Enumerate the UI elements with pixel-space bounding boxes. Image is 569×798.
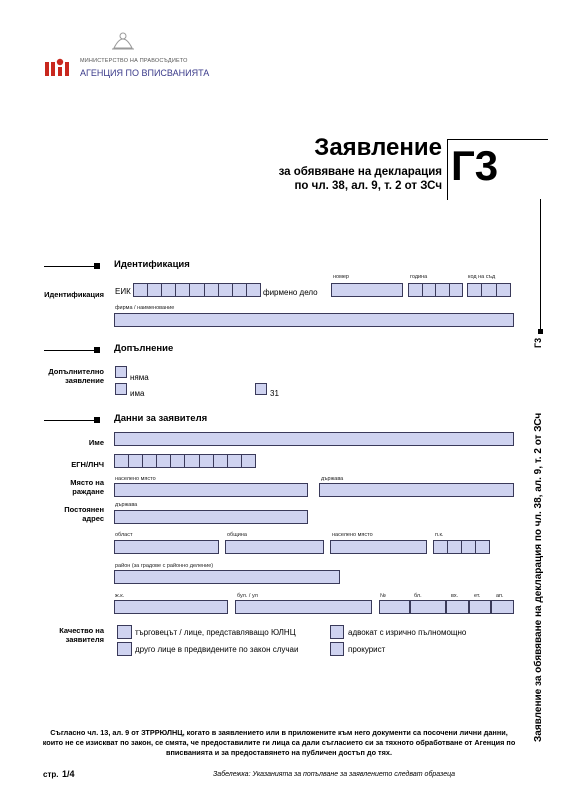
section-line-applicant	[44, 420, 94, 421]
page-label: стр.	[43, 770, 59, 779]
side-title: Заявление за обявяване на декларация по чл. 38, ал. 9, т. 2 от ЗСч	[533, 412, 544, 742]
address-settlement-input[interactable]	[330, 540, 427, 554]
side-form-code: Г3	[533, 337, 543, 348]
supplement-row-label: Допълнително заявление	[48, 367, 104, 385]
postcode-input[interactable]	[433, 540, 490, 554]
entrance-label: вх.	[451, 593, 459, 599]
address-country-label: държава	[115, 502, 138, 508]
region-label: област	[115, 532, 133, 538]
name-label: Име	[88, 438, 104, 447]
section-marker-identification	[94, 263, 100, 269]
boulevard-input[interactable]	[235, 600, 372, 614]
block-label: бл.	[414, 593, 422, 599]
capacity-other-label: друго лице в предвидените по закон случаи	[135, 645, 299, 654]
birth-country-label: държава	[321, 476, 344, 482]
birth-settlement-label: населено място	[115, 476, 156, 482]
section-line-identification	[44, 266, 94, 267]
entrance-input[interactable]	[446, 600, 469, 614]
court-code-input[interactable]	[467, 283, 511, 297]
capacity-trader-checkbox[interactable]	[117, 625, 132, 639]
name-input[interactable]	[114, 432, 514, 446]
agency-name: АГЕНЦИЯ ПО ВПИСВАНИЯТА	[80, 68, 210, 78]
capacity-procurator-checkbox[interactable]	[330, 642, 344, 656]
supplement-count-label: 31	[270, 389, 279, 398]
complex-input[interactable]	[114, 600, 228, 614]
case-number-input[interactable]	[331, 283, 403, 297]
municipality-input[interactable]	[225, 540, 324, 554]
district-label: район (за градове с районно деление)	[115, 563, 214, 569]
footer-note: Забележка: Указанията за попълване за заявлението следват образеца	[213, 771, 456, 778]
supplement-none-label: няма	[130, 373, 149, 382]
section-line-supplement	[44, 350, 94, 351]
birthplace-label: Място на раждане	[70, 478, 104, 496]
address-label: Постоянен адрес	[64, 505, 104, 523]
firm-name-input[interactable]	[114, 313, 514, 327]
case-number-label: номер	[333, 274, 349, 280]
capacity-procurator-label: прокурист	[348, 645, 386, 654]
boulevard-label: бул. / ул	[237, 593, 258, 599]
capacity-other-checkbox[interactable]	[117, 642, 132, 656]
section-marker-applicant	[94, 417, 100, 423]
birth-country-input[interactable]	[319, 483, 514, 497]
municipality-label: община	[227, 532, 247, 538]
case-year-label: година	[410, 274, 428, 280]
consent-text: Съгласно чл. 13, ал. 9 от ЗТРРЮЛНЦ, когато в заявлението или в приложените към него документи са посочени лични данни, които не се изискват по закон, се смята, че предоставилите ги лица са дали съгласието си за тяхното обработване от Агенция по вписванията и за предоставянето на публичен достъп до тях.	[42, 728, 516, 757]
apartment-label: ап.	[496, 593, 504, 599]
complex-label: ж.к.	[115, 593, 125, 599]
court-code-label: код на съд	[468, 274, 496, 280]
coat-of-arms-icon	[108, 28, 138, 52]
region-input[interactable]	[114, 540, 219, 554]
birth-settlement-input[interactable]	[114, 483, 308, 497]
section-title-applicant: Данни за заявителя	[114, 413, 208, 424]
address-settlement-label: населено място	[332, 532, 373, 538]
section-title-supplement: Допълнение	[114, 343, 174, 354]
firm-name-label: фирма / наименование	[115, 305, 175, 311]
address-country-input[interactable]	[114, 510, 308, 524]
supplement-none-checkbox[interactable]	[115, 366, 127, 378]
supplement-has-label: има	[130, 389, 145, 398]
supplement-has-checkbox[interactable]	[115, 383, 127, 395]
page-number: 1/4	[62, 769, 75, 779]
egn-label: ЕГН/ЛНЧ	[71, 460, 104, 469]
egn-input[interactable]	[114, 454, 256, 468]
form-code: Г3	[451, 142, 499, 189]
eik-label: ЕИК	[115, 287, 131, 296]
floor-label: ет.	[474, 593, 481, 599]
supplement-count-checkbox[interactable]	[255, 383, 267, 395]
ministry-name: МИНИСТЕРСТВО НА ПРАВОСЪДИЕТО	[80, 58, 188, 64]
district-input[interactable]	[114, 570, 340, 584]
case-year-input[interactable]	[408, 283, 463, 297]
no-input[interactable]	[379, 600, 410, 614]
capacity-trader-label: търговецът / лице, представляващо ЮЛНЦ	[135, 628, 296, 637]
right-margin-line	[540, 199, 541, 329]
agency-logo	[44, 56, 74, 78]
identification-row-label: Идентификация	[44, 290, 104, 299]
eik-input[interactable]	[133, 283, 261, 297]
floor-input[interactable]	[469, 600, 491, 614]
right-margin-square	[538, 329, 543, 334]
apartment-input[interactable]	[491, 600, 514, 614]
capacity-label: Качество на заявителя	[59, 626, 104, 644]
firm-case-label: фирмено дело	[263, 288, 318, 297]
postcode-label: п.к.	[435, 532, 444, 538]
block-input[interactable]	[410, 600, 446, 614]
capacity-lawyer-checkbox[interactable]	[330, 625, 344, 639]
page-subtitle-1: за обявяване на декларация	[278, 166, 442, 178]
section-marker-supplement	[94, 347, 100, 353]
page-title: Заявление	[314, 134, 442, 161]
section-title-identification: Идентификация	[114, 259, 190, 270]
page-subtitle-2: по чл. 38, ал. 9, т. 2 от ЗСч	[294, 180, 442, 192]
capacity-lawyer-label: адвокат с изрично пълномощно	[348, 628, 467, 637]
no-label: №	[380, 593, 386, 599]
